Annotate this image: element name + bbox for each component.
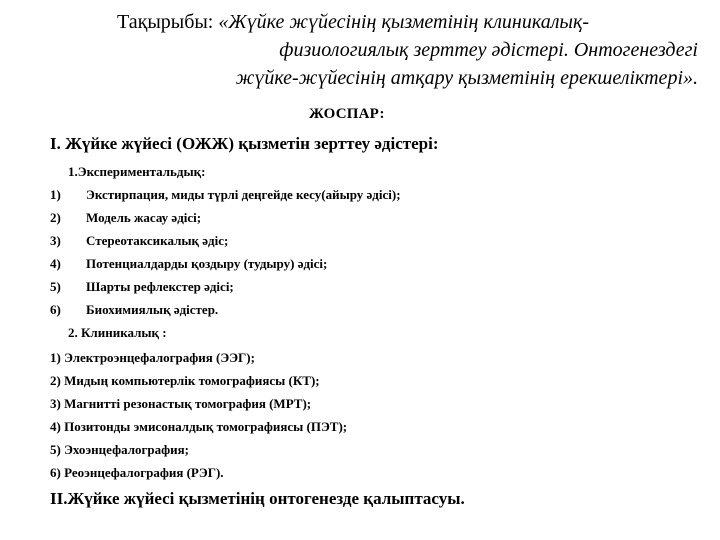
item-number: 1) xyxy=(50,187,61,202)
item-number: 6) xyxy=(50,302,61,317)
list-item xyxy=(50,232,401,255)
title-label: Тақырыбы: xyxy=(117,11,219,33)
list-item xyxy=(50,209,401,232)
item-text: Экстирпация, миды түрлі деңгейде кесу(айыру әдісі); xyxy=(86,187,401,202)
item-number: 3) xyxy=(50,233,61,248)
plan-heading: ЖОСПАР: xyxy=(309,106,385,122)
list-item xyxy=(50,255,401,278)
item-text: Модель жасау әдісі; xyxy=(86,210,202,225)
item-text: Шарты рефлекстер әдісі; xyxy=(86,279,234,294)
list-item xyxy=(50,186,401,209)
title-text-1: «Жүйке жүйесінің қызметінің клиникалық- xyxy=(218,11,589,33)
item-number: 2) xyxy=(50,210,61,225)
section-1-heading: I. Жүйке жүйесі (ОЖЖ) қызметін зерттеу әдістері: xyxy=(50,134,439,153)
item-number: 5) xyxy=(50,279,61,294)
list-item xyxy=(50,278,401,301)
list-item: 6) Реоэнцефалография (РЭГ). xyxy=(50,465,224,480)
title-line-2: физиологиялық зерттеу әдістері. Онтогенездегі xyxy=(279,39,698,61)
clinical-methods-list xyxy=(50,349,347,487)
item-number: 4) xyxy=(50,256,61,271)
list-item xyxy=(50,301,401,324)
list-item: 3) Магнитті резонастық томография (МРТ); xyxy=(50,396,312,411)
item-text: Потенциалдарды қоздыру (тудыру) әдісі; xyxy=(86,256,328,271)
clinical-methods-heading: 2. Клиникалық : xyxy=(68,325,167,340)
list-item: 1) Электроэнцефалография (ЭЭГ); xyxy=(50,350,255,365)
section-2-heading: II.Жүйке жүйесі қызметінің онтогенезде қалыптасуы. xyxy=(50,489,465,508)
list-item: 5) Эхоэнцефалография; xyxy=(50,442,189,457)
list-item: 2) Мидың компьютерлік томографиясы (КТ); xyxy=(50,373,320,388)
item-text: Стереотаксикалық әдіс; xyxy=(86,233,229,248)
slide-title xyxy=(0,8,720,92)
item-text: Биохимиялық әдістер. xyxy=(86,302,219,317)
title-line-3: жүйке-жүйесінің атқару қызметінің ерекшеліктері». xyxy=(235,67,698,89)
experimental-methods-list xyxy=(50,186,401,324)
experimental-methods-heading: 1.Экспериментальдық: xyxy=(68,164,206,179)
list-item: 4) Позитонды эмисоналдық томографиясы (ПЭТ); xyxy=(50,419,348,434)
title-line-1 xyxy=(0,8,720,36)
